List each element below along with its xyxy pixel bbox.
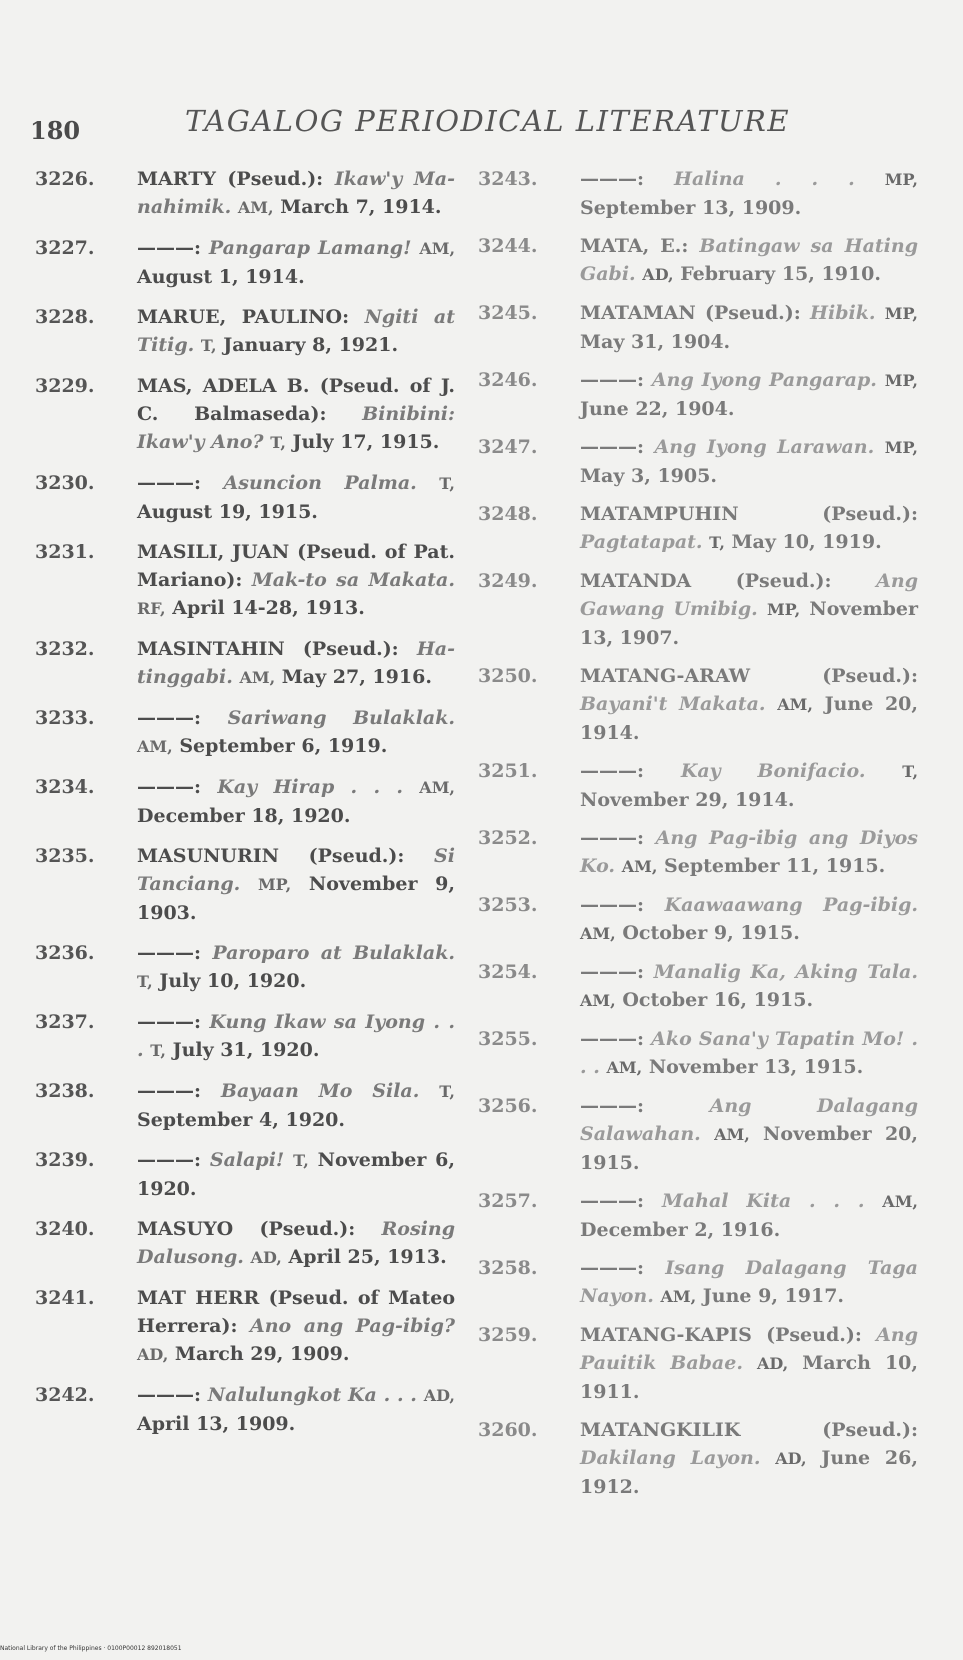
entry-number: 3249.: [478, 570, 538, 592]
bibliography-entry: [478, 757, 918, 814]
bibliography-entry: [478, 958, 918, 1015]
entry-title: Asuncion Palma.: [223, 472, 417, 494]
entry-date: July 31, 1920.: [172, 1039, 320, 1061]
bibliography-entry: [478, 1092, 918, 1177]
entry-date: April 25, 1913.: [288, 1246, 447, 1268]
entry-title: Nalulungkot Ka . . .: [207, 1384, 417, 1406]
bibliography-entry: [35, 165, 455, 222]
entry-title: Bayaan Mo Sila.: [220, 1080, 420, 1102]
entry-number: 3242.: [35, 1384, 95, 1406]
entry-number: 3252.: [478, 827, 538, 849]
entry-publication: AM,: [419, 778, 455, 797]
entry-number: 3257.: [478, 1190, 538, 1212]
entry-date: September 13, 1909.: [580, 197, 802, 219]
entry-author: ———:: [580, 1190, 645, 1212]
entry-date: March 29, 1909.: [174, 1343, 350, 1365]
entry-date: May 10, 1919.: [731, 531, 882, 553]
entry-author: ———:: [137, 472, 202, 494]
entry-date: November 20, 1915.: [580, 1123, 918, 1174]
entry-number: 3230.: [35, 472, 95, 494]
entry-title: Ang Gawang Umibig.: [580, 570, 918, 620]
entry-author: ———:: [137, 1080, 202, 1102]
bibliography-entry: [478, 1321, 918, 1406]
entry-date: January 8, 1921.: [223, 334, 399, 356]
entry-number: 3237.: [35, 1011, 95, 1033]
entry-publication: AD,: [642, 265, 674, 284]
entry-date: June 26, 1912.: [580, 1447, 918, 1498]
bibliography-entry: [478, 1025, 918, 1082]
entry-date: June 20, 1914.: [580, 693, 918, 744]
page-number: 180: [30, 116, 81, 145]
bibliography-entry: [35, 538, 455, 623]
entry-date: October 9, 1915.: [622, 922, 800, 944]
bibliography-entry: [478, 433, 918, 490]
entry-publication: T,: [150, 1041, 166, 1060]
entry-title: Dakilang Layon.: [580, 1447, 761, 1469]
bibliography-entry: [478, 824, 918, 881]
left-column: [35, 165, 455, 1450]
bibliography-entry: [35, 372, 455, 457]
entry-publication: AM,: [660, 1287, 697, 1306]
entry-publication: MP,: [766, 600, 801, 619]
bibliography-entry: [35, 704, 455, 761]
entry-author: ———:: [580, 827, 645, 849]
entry-number: 3259.: [478, 1324, 538, 1346]
entry-title: Isang Dalagang Taga Nayon.: [580, 1257, 918, 1307]
entry-publication: RF,: [137, 599, 166, 618]
entry-number: 3258.: [478, 1257, 538, 1279]
entry-date: April 14-28, 1913.: [172, 597, 365, 619]
entry-date: June 22, 1904.: [580, 398, 735, 420]
entry-author: MARTY (Pseud.):: [137, 168, 324, 190]
entry-author: ———:: [580, 1028, 645, 1050]
bibliography-entry: [478, 1187, 918, 1244]
entry-title: Ha-tinggabi.: [137, 638, 455, 688]
entry-date: September 6, 1919.: [179, 735, 388, 757]
entry-publication: AD,: [775, 1449, 807, 1468]
entry-author: ———:: [580, 760, 645, 782]
entry-date: July 10, 1920.: [159, 970, 307, 992]
bibliography-entry: [478, 662, 918, 747]
entry-date: November 6, 1920.: [137, 1149, 455, 1200]
entry-publication: AM,: [714, 1125, 750, 1144]
entry-author: MATAMPUHIN (Pseud.):: [580, 503, 918, 525]
entry-number: 3235.: [35, 845, 95, 867]
entry-title: Kaawaawang Pag-ibig.: [664, 894, 918, 916]
entry-date: March 7, 1914.: [280, 196, 442, 218]
entry-publication: MP,: [884, 170, 918, 189]
entry-number: 3245.: [478, 302, 538, 324]
entry-title: Bayani't Makata.: [580, 693, 766, 715]
entry-number: 3260.: [478, 1419, 538, 1441]
entry-title: Pagtatapat.: [580, 531, 703, 553]
entry-title: Pangarap Lamang!: [208, 237, 412, 259]
entry-number: 3236.: [35, 942, 95, 964]
entry-number: 3234.: [35, 776, 95, 798]
bibliography-entry: [35, 1215, 455, 1272]
entry-publication: AM,: [606, 1058, 643, 1077]
bibliography-entry: [478, 891, 918, 948]
entry-author: ———:: [580, 436, 645, 458]
entry-publication: AD,: [250, 1248, 282, 1267]
entry-title: Kung Ikaw sa Iyong . . .: [137, 1011, 455, 1061]
entry-publication: AM,: [419, 239, 456, 258]
entry-title: Hibik.: [810, 302, 876, 324]
bibliography-entry: [478, 366, 918, 423]
entry-number: 3233.: [35, 707, 95, 729]
entry-number: 3256.: [478, 1095, 538, 1117]
entry-author: MATANG-ARAW (Pseud.):: [580, 665, 918, 687]
entry-number: 3232.: [35, 638, 95, 660]
entry-author: MASILI, JUAN (Pseud. of Pat. Mariano):: [137, 541, 455, 591]
bibliography-entry: [35, 635, 455, 692]
entry-author: ———:: [137, 1149, 202, 1171]
bibliography-entry: [478, 567, 918, 652]
bibliography-entry: [35, 1077, 455, 1134]
entry-title: Ang Pag-ibig ang Diyos Ko.: [580, 827, 918, 877]
entry-date: May 31, 1904.: [580, 331, 731, 353]
entry-title: Manalig Ka, Aking Tala.: [653, 961, 918, 983]
footer-credit: National Library of the Philippines · 0100P00012 892018051: [0, 1645, 182, 1652]
entry-publication: T,: [439, 474, 455, 493]
entry-number: 3248.: [478, 503, 538, 525]
entry-publication: T,: [902, 762, 919, 781]
entry-number: 3226.: [35, 168, 95, 190]
entry-author: MARUE, PAULINO:: [137, 306, 350, 328]
right-column: [478, 165, 918, 1511]
entry-date: November 9, 1903.: [137, 873, 456, 924]
bibliography-entry: [35, 234, 455, 291]
entry-title: Rosing Dalusong.: [137, 1218, 455, 1268]
entry-title: Salapi!: [209, 1149, 285, 1171]
entry-date: September 4, 1920.: [137, 1109, 346, 1131]
entry-title: Halina . . .: [674, 168, 855, 190]
bibliography-entry: [35, 773, 455, 830]
entry-publication: AD,: [137, 1345, 169, 1364]
entry-author: ———:: [137, 942, 202, 964]
entry-author: MAT HERR (Pseud. of Mateo Herrera):: [137, 1287, 455, 1337]
entry-date: April 13, 1909.: [137, 1413, 296, 1435]
entry-author: MATAMAN (Pseud.):: [580, 302, 801, 324]
entry-date: July 17, 1915.: [292, 431, 440, 453]
entry-publication: T,: [439, 1082, 455, 1101]
bibliography-entry: [478, 165, 918, 222]
entry-number: 3239.: [35, 1149, 95, 1171]
entry-publication: AM,: [239, 668, 276, 687]
entry-title: Sariwang Bulaklak.: [227, 707, 455, 729]
entry-number: 3253.: [478, 894, 538, 916]
entry-date: August 1, 1914.: [137, 266, 305, 288]
entry-author: MASUYO (Pseud.):: [137, 1218, 356, 1240]
entry-title: Mahal Kita . . .: [661, 1190, 865, 1212]
entry-number: 3228.: [35, 306, 95, 328]
entry-number: 3240.: [35, 1218, 95, 1240]
entry-author: ———:: [137, 707, 202, 729]
entry-publication: AD,: [756, 1354, 789, 1373]
entry-date: October 16, 1915.: [622, 989, 814, 1011]
entry-publication: AD,: [423, 1386, 455, 1405]
entry-author: ———:: [580, 369, 645, 391]
running-head: TAGALOG PERIODICAL LITERATURE: [185, 104, 790, 138]
entry-number: 3250.: [478, 665, 538, 687]
entry-author: ———:: [580, 894, 645, 916]
entry-number: 3254.: [478, 961, 538, 983]
bibliography-entry: [478, 1416, 918, 1501]
entry-title: Ikaw'y Ma-nahimik.: [137, 168, 455, 218]
entry-author: MATANG-KAPIS (Pseud.):: [580, 1324, 862, 1346]
entry-title: Binibini: Ikaw'y Ano?: [137, 403, 455, 453]
bibliography-entry: [35, 1008, 455, 1065]
entry-publication: AM,: [882, 1192, 918, 1211]
entry-author: ———:: [137, 1384, 202, 1406]
entry-number: 3244.: [478, 235, 538, 257]
entry-title: Ako Sana'y Tapatin Mo! . . .: [580, 1028, 918, 1078]
entry-publication: AM,: [777, 695, 813, 714]
entry-author: ———:: [580, 168, 645, 190]
entry-title: Kay Hirap . . .: [217, 776, 403, 798]
bibliography-entry: [35, 1284, 455, 1369]
entry-number: 3229.: [35, 375, 95, 397]
entry-date: June 9, 1917.: [702, 1285, 845, 1307]
entry-publication: AM,: [580, 991, 616, 1010]
entry-number: 3227.: [35, 237, 95, 259]
bibliography-entry: [478, 1254, 918, 1311]
entry-date: November 13, 1915.: [648, 1056, 864, 1078]
entry-author: ———:: [580, 1095, 645, 1117]
entry-number: 3246.: [478, 369, 538, 391]
entry-author: MATANGKILIK (Pseud.):: [580, 1419, 918, 1441]
entry-number: 3247.: [478, 436, 538, 458]
entry-publication: AM,: [137, 737, 173, 756]
entry-publication: MP,: [884, 304, 918, 323]
bibliography-entry: [478, 299, 918, 356]
entry-date: February 15, 1910.: [680, 263, 881, 285]
entry-date: September 11, 1915.: [664, 855, 886, 877]
entry-publication: T,: [270, 433, 286, 452]
entry-author: MASINTAHIN (Pseud.):: [137, 638, 399, 660]
entry-date: May 27, 1916.: [281, 666, 432, 688]
entry-date: November 13, 1907.: [580, 598, 919, 649]
entry-date: December 18, 1920.: [137, 805, 351, 827]
entry-author: MATANDA (Pseud.):: [580, 570, 832, 592]
entry-author: ———:: [137, 1011, 202, 1033]
entry-publication: AM,: [580, 924, 616, 943]
bibliography-entry: [478, 500, 918, 557]
entry-publication: MP,: [257, 875, 292, 894]
bibliography-entry: [35, 842, 455, 927]
entry-title: Mak-to sa Makata.: [251, 569, 455, 591]
entry-title: Ang Iyong Pangarap.: [651, 369, 877, 391]
bibliography-entry: [478, 232, 918, 289]
entry-author: MAS, ADELA B. (Pseud. of J. C. Balmaseda):: [137, 375, 455, 425]
entry-title: Si Tanciang.: [137, 845, 455, 895]
bibliography-entry: [35, 303, 455, 360]
entry-publication: T,: [137, 972, 153, 991]
entry-author: ———:: [580, 1257, 645, 1279]
entry-publication: AM,: [621, 857, 658, 876]
entry-number: 3255.: [478, 1028, 538, 1050]
entry-date: August 19, 1915.: [137, 501, 318, 523]
entry-title: Ang Pauitik Babae.: [580, 1324, 918, 1374]
entry-title: Batingaw sa Hating Gabi.: [580, 235, 918, 285]
entry-title: Paroparo at Bulaklak.: [212, 942, 455, 964]
entry-number: 3251.: [478, 760, 538, 782]
entry-number: 3243.: [478, 168, 538, 190]
entry-number: 3241.: [35, 1287, 95, 1309]
bibliography-entry: [35, 939, 455, 996]
bibliography-entry: [35, 469, 455, 526]
entry-publication: MP,: [884, 371, 918, 390]
entry-title: Kay Bonifacio.: [680, 760, 866, 782]
entry-title: Ang Iyong Larawan.: [654, 436, 875, 458]
bibliography-entry: [35, 1381, 455, 1438]
entry-date: May 3, 1905.: [580, 465, 717, 487]
entry-date: December 2, 1916.: [580, 1219, 781, 1241]
entry-author: MASUNURIN (Pseud.):: [137, 845, 405, 867]
entry-title: Ano ang Pag-ibig?: [249, 1315, 455, 1337]
bibliography-entry: [35, 1146, 455, 1203]
entry-date: November 29, 1914.: [580, 789, 795, 811]
entry-publication: T,: [293, 1151, 309, 1170]
entry-publication: AM,: [237, 198, 274, 217]
entry-publication: T,: [200, 336, 217, 355]
entry-number: 3238.: [35, 1080, 95, 1102]
entry-author: ———:: [137, 776, 202, 798]
entry-publication: MP,: [884, 438, 918, 457]
entry-author: ———:: [580, 961, 645, 983]
entry-author: ———:: [137, 237, 202, 259]
entry-author: MATA, E.:: [580, 235, 689, 257]
entry-number: 3231.: [35, 541, 95, 563]
entry-title: Ang Dalagang Salawahan.: [580, 1095, 918, 1145]
entry-publication: T,: [709, 533, 725, 552]
entry-date: March 10, 1911.: [580, 1352, 919, 1403]
entry-title: Ngiti at Titig.: [137, 306, 455, 356]
